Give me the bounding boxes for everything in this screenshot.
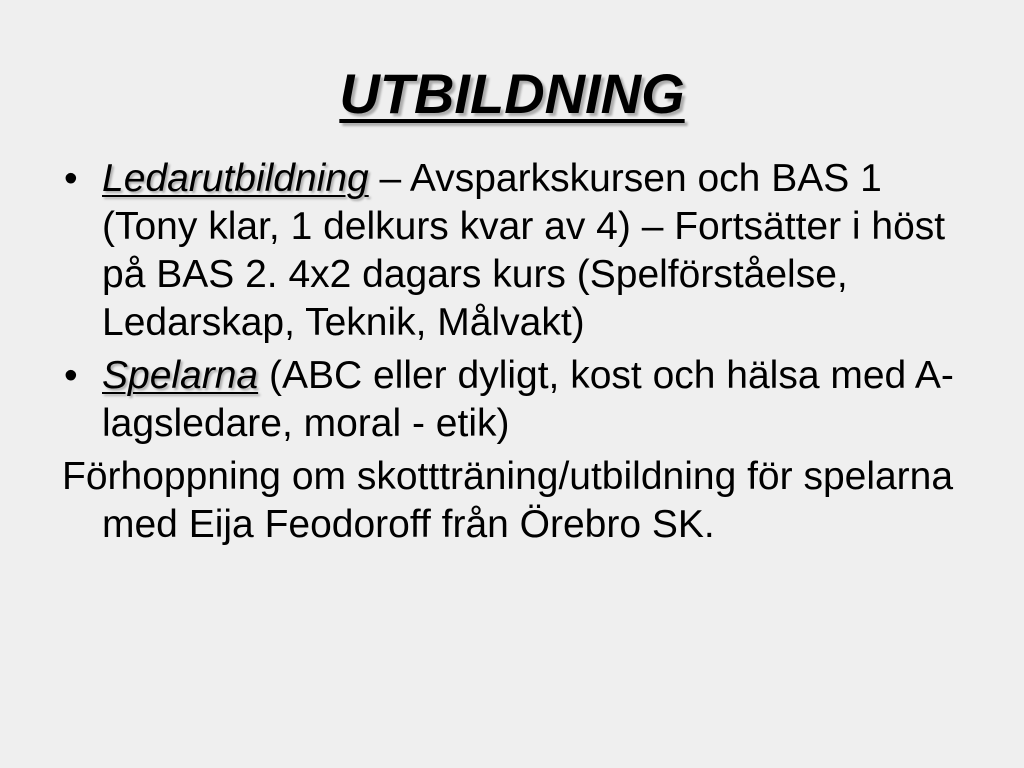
bullet-item-spelarna [62, 352, 962, 448]
bullet-marker: • [64, 157, 78, 200]
slide-body [62, 155, 962, 549]
bullet-term: Spelarna [102, 354, 259, 397]
slide-title-text: UTBILDNING [339, 62, 685, 125]
body-paragraph: Förhoppning om skottträning/utbildning för spelarna med Eija Feodoroff från Örebro SK. [62, 455, 954, 546]
bullet-term: Ledarutbildning [102, 157, 369, 200]
bullet-text: – Avsparkskursen och BAS 1 (Tony klar, 1 delkurs kvar av 4) – Fortsätter i höst på BAS 2. 4x2 dagars kurs (Spelförståelse, Ledarskap, Teknik, Målvakt) [102, 157, 946, 344]
bullet-item-ledarutbildning [62, 155, 962, 347]
bullet-marker: • [64, 354, 78, 397]
bullet-text: (ABC eller dyligt, kost och hälsa med A-lagsledare, moral - etik) [102, 354, 954, 445]
slide-title [0, 58, 1024, 130]
